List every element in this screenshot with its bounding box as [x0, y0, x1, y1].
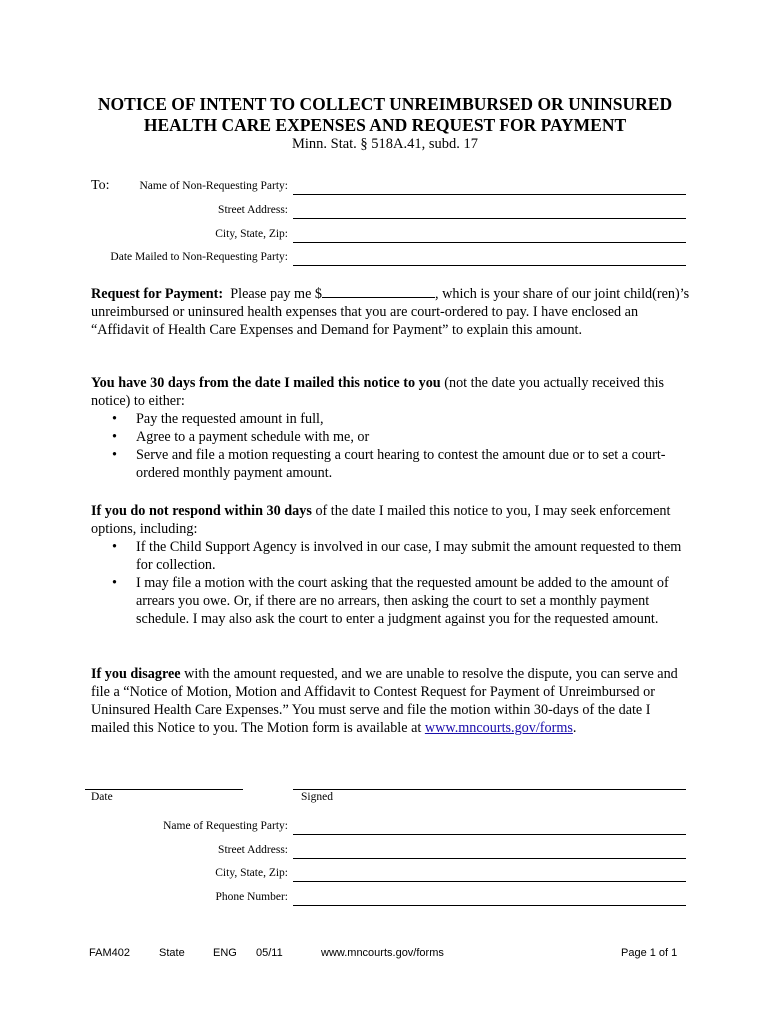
thirty-days-text: (not the date you actually received this notice) to either:: [91, 375, 665, 409]
option-file-motion: Serve and file a motion requesting a court hearing to contest the amount due or to set a court-ordered monthly payment amount.: [136, 447, 666, 481]
requesting-name-label: Name of Requesting Party:: [163, 820, 288, 832]
non-requesting-city-row: [0, 228, 770, 246]
requesting-city-label: City, State, Zip:: [215, 867, 288, 879]
list-item: [91, 410, 691, 428]
date-signature-line[interactable]: [85, 789, 243, 790]
request-for-payment-paragraph: [91, 285, 691, 339]
non-requesting-name-row: [0, 180, 770, 198]
no-response-text: of the date I mailed this notice to you, I may seek enforcement options, including:: [91, 503, 671, 537]
footer-language: ENG: [213, 947, 237, 959]
list-item: [91, 574, 691, 628]
list-item: [91, 446, 691, 482]
disagree-text: with the amount requested, and we are unable to resolve the dispute, you can serve and file a “Notice of Motion, Motion and Affidavit to Contest Request for Payment of Unreimbursed or Uninsured Health Care Expenses.” You must serve and file the motion within 30-days of the date I mailed this Notice to you. The Motion form is available at: [91, 666, 678, 736]
signed-signature-line[interactable]: [293, 789, 686, 790]
non-requesting-city-label: City, State, Zip:: [215, 228, 288, 240]
requesting-street-row: [0, 844, 770, 862]
enforcement-options-list: [91, 538, 691, 628]
non-requesting-name-label: Name of Non-Requesting Party:: [139, 180, 288, 192]
non-requesting-city-field[interactable]: [293, 242, 686, 243]
non-requesting-street-field[interactable]: [293, 218, 686, 219]
statute-reference: Minn. Stat. § 518A.41, subd. 17: [291, 136, 479, 152]
disagree-period: .: [572, 720, 577, 736]
bullet-icon: •: [112, 429, 117, 445]
option-court-motion: I may file a motion with the court asking that the requested amount be added to the amount of arrears you owe. Or, if there are no arrears, then asking the court to set a monthly payment schedule. I may also ask the court to enter a judgment against you for the requested amount.: [136, 575, 669, 627]
bullet-icon: •: [112, 539, 117, 555]
date-mailed-row: [0, 251, 770, 269]
non-requesting-street-label: Street Address:: [218, 204, 288, 216]
to-label: To:: [91, 178, 110, 193]
bullet-icon: •: [112, 575, 117, 591]
title-line-1: NOTICE OF INTENT TO COLLECT UNREIMBURSED OR UNINSURED: [97, 94, 673, 114]
option-child-support-agency: If the Child Support Agency is involved in our case, I may submit the amount requested to them for collection.: [136, 539, 682, 573]
payment-amount-field[interactable]: [322, 285, 435, 298]
option-pay-in-full: Pay the requested amount in full,: [136, 411, 324, 427]
footer-url: www.mncourts.gov/forms: [321, 947, 444, 959]
requesting-city-field[interactable]: [293, 881, 686, 882]
bullet-icon: •: [112, 447, 117, 463]
footer-page-number: Page 1 of 1: [621, 947, 678, 959]
list-item: [91, 538, 691, 574]
thirty-days-section: [91, 374, 691, 482]
request-text-after: , which is your share of our joint child(ren)’s unreimbursed or uninsured health expenses that you are court-ordered to pay. I have enclosed an “Affidavit of Health Care Expenses and Demand for Payment” to explain this amount.: [91, 286, 690, 338]
disagree-heading: If you disagree: [91, 666, 181, 682]
requesting-street-label: Street Address:: [218, 844, 288, 856]
date-mailed-label: Date Mailed to Non-Requesting Party:: [110, 251, 288, 263]
requesting-name-field[interactable]: [293, 834, 686, 835]
date-label: Date: [91, 791, 113, 803]
signed-label: Signed: [301, 791, 333, 803]
disagree-section: [91, 665, 691, 737]
requesting-city-row: [0, 867, 770, 885]
requesting-street-field[interactable]: [293, 858, 686, 859]
footer-date: 05/11: [256, 947, 283, 959]
no-response-section: [91, 502, 691, 628]
title-line-2: HEALTH CARE EXPENSES AND REQUEST FOR PAYMENT: [143, 115, 627, 135]
requesting-name-row: [0, 820, 770, 838]
document-title: [0, 94, 770, 136]
non-requesting-name-field[interactable]: [293, 194, 686, 195]
requesting-phone-row: [0, 891, 770, 909]
bullet-icon: •: [112, 411, 117, 427]
thirty-days-options-list: [91, 410, 691, 482]
request-heading: Request for Payment:: [91, 286, 224, 302]
option-payment-schedule: Agree to a payment schedule with me, or: [136, 429, 370, 445]
list-item: [91, 428, 691, 446]
requesting-phone-field[interactable]: [293, 905, 686, 906]
non-requesting-street-row: [0, 204, 770, 222]
footer-state: State: [159, 947, 185, 959]
date-mailed-field[interactable]: [293, 265, 686, 266]
footer-form-code: FAM402: [89, 947, 130, 959]
no-response-heading: If you do not respond within 30 days: [91, 503, 312, 519]
requesting-phone-label: Phone Number:: [215, 891, 288, 903]
forms-link[interactable]: www.mncourts.gov/forms: [424, 720, 573, 736]
thirty-days-heading: You have 30 days from the date I mailed this notice to you: [91, 375, 441, 391]
request-text-before: Please pay me $: [230, 286, 323, 302]
